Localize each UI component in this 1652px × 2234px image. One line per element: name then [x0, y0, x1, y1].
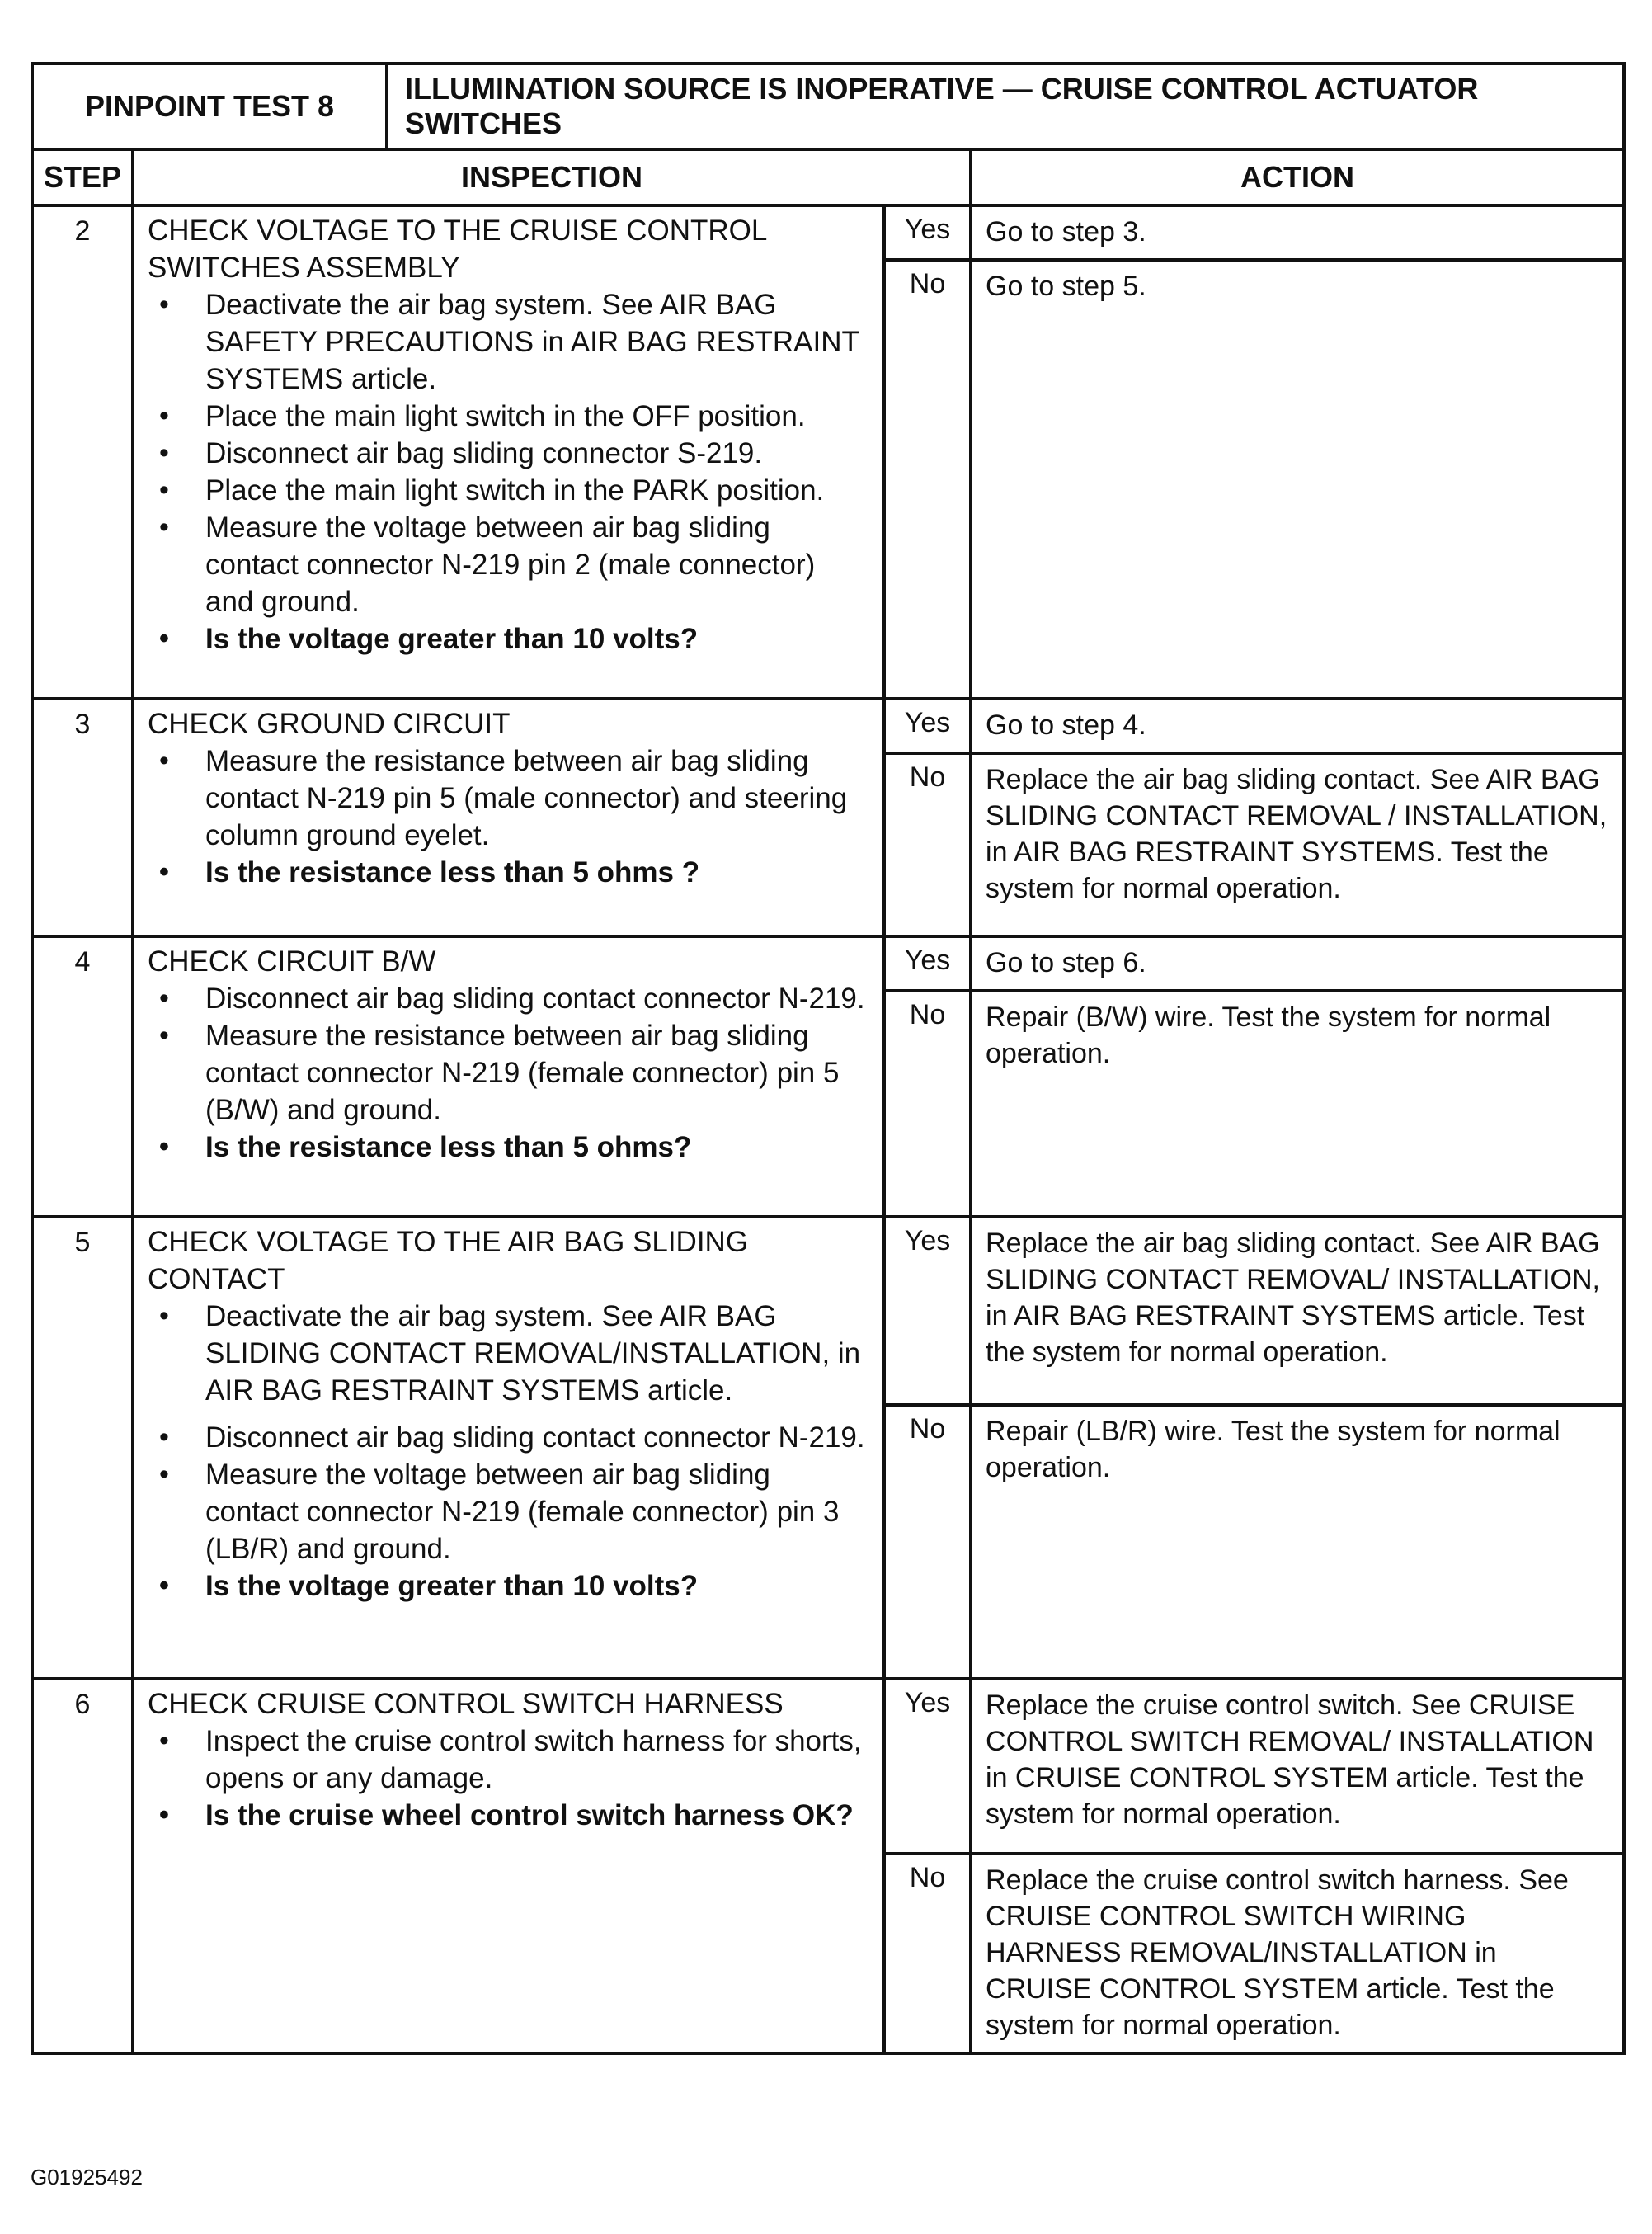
inspection-cell [133, 699, 884, 936]
column-header-row [32, 149, 1624, 205]
inspection-list [148, 1723, 869, 1834]
inspection-bullet: • Measure the resistance between air bag sliding contact connector N-219 (female connector) pin 5 (B/W) and ground. [148, 1017, 869, 1129]
inspection-question: • Is the cruise wheel control switch harness OK? [148, 1797, 869, 1834]
step-number: 6 [32, 1679, 133, 2053]
inspection-heading: CHECK CRUISE CONTROL SWITCH HARNESS [148, 1688, 784, 1720]
inspection-cell [133, 1217, 884, 1679]
inspection-cell [133, 1679, 884, 2053]
inspection-question: • Is the resistance less than 5 ohms ? [148, 854, 869, 891]
inspection-question: • Is the voltage greater than 10 volts? [148, 1567, 869, 1605]
step-number: 4 [32, 936, 133, 1217]
yes-action: Go to step 4. [971, 699, 1624, 753]
inspection-bullet: • Disconnect air bag sliding contact connector N-219. [148, 1419, 869, 1456]
step-row [32, 1217, 1624, 1405]
no-label: No [884, 753, 971, 936]
step-row [32, 699, 1624, 753]
inspection-question: • Is the resistance less than 5 ohms? [148, 1129, 869, 1166]
inspection-bullet: • Inspect the cruise control switch harness for shorts, opens or any damage. [148, 1723, 869, 1797]
inspection-bullet: • Disconnect air bag sliding contact connector N-219. [148, 980, 869, 1017]
inspection-question: • Is the voltage greater than 10 volts? [148, 620, 869, 657]
inspection-bullet: • Measure the voltage between air bag sliding contact connector N-219 pin 2 (male connector) and ground. [148, 509, 869, 620]
inspection-bullet: • Place the main light switch in the PARK position. [148, 472, 869, 509]
inspection-bullet: • Disconnect air bag sliding connector S-219. [148, 435, 869, 472]
figure-code: G01925492 [31, 2165, 143, 2189]
no-action: Replace the cruise control switch harness. See CRUISE CONTROL SWITCH WIRING HARNESS REMOVAL/INSTALLATION in CRUISE CONTROL SYSTEM article. Test the system for normal operation. [971, 1854, 1624, 2053]
inspection-list [148, 742, 869, 891]
inspection-heading: CHECK VOLTAGE TO THE CRUISE CONTROL SWITCHES ASSEMBLY [148, 214, 767, 284]
inspection-list [148, 980, 869, 1166]
test-label: PINPOINT TEST 8 [32, 64, 387, 149]
no-action: Replace the air bag sliding contact. See AIR BAG SLIDING CONTACT REMOVAL / INSTALLATION, in AIR BAG RESTRAINT SYSTEMS. Test the system for normal operation. [971, 753, 1624, 936]
inspection-column-header: INSPECTION [133, 149, 971, 205]
yes-label: Yes [884, 1217, 971, 1405]
pinpoint-test-table [31, 62, 1626, 2055]
inspection-list [148, 286, 869, 657]
inspection-heading: CHECK VOLTAGE TO THE AIR BAG SLIDING CONTACT [148, 1226, 749, 1295]
inspection-bullet: • Measure the voltage between air bag sliding contact connector N-219 (female connector) pin 3 (LB/R) and ground. [148, 1456, 869, 1567]
step-number: 3 [32, 699, 133, 936]
yes-action: Go to step 6. [971, 936, 1624, 991]
step-number: 2 [32, 205, 133, 699]
step-row [32, 936, 1624, 991]
inspection-cell [133, 205, 884, 699]
no-label: No [884, 991, 971, 1217]
step-row [32, 205, 1624, 260]
inspection-list [148, 1298, 869, 1605]
step-number: 5 [32, 1217, 133, 1679]
no-action: Go to step 5. [971, 260, 1624, 699]
yes-action: Replace the air bag sliding contact. See AIR BAG SLIDING CONTACT REMOVAL/ INSTALLATION, in AIR BAG RESTRAINT SYSTEMS article. Test the system for normal operation. [971, 1217, 1624, 1405]
no-label: No [884, 1854, 971, 2053]
no-label: No [884, 260, 971, 699]
inspection-cell [133, 936, 884, 1217]
yes-action: Replace the cruise control switch. See CRUISE CONTROL SWITCH REMOVAL/ INSTALLATION in CRUISE CONTROL SYSTEM article. Test the system for normal operation. [971, 1679, 1624, 1854]
no-action: Repair (B/W) wire. Test the system for normal operation. [971, 991, 1624, 1217]
inspection-heading: CHECK CIRCUIT B/W [148, 945, 436, 978]
action-column-header: ACTION [971, 149, 1624, 205]
test-title: ILLUMINATION SOURCE IS INOPERATIVE — CRUISE CONTROL ACTUATOR SWITCHES [387, 64, 1624, 149]
yes-label: Yes [884, 205, 971, 260]
inspection-bullet: • Measure the resistance between air bag sliding contact N-219 pin 5 (male connector) and steering column ground eyelet. [148, 742, 869, 854]
table-title-row [32, 64, 1624, 149]
no-action: Repair (LB/R) wire. Test the system for normal operation. [971, 1405, 1624, 1679]
inspection-heading: CHECK GROUND CIRCUIT [148, 708, 511, 740]
no-label: No [884, 1405, 971, 1679]
yes-action: Go to step 3. [971, 205, 1624, 260]
yes-label: Yes [884, 699, 971, 753]
inspection-bullet: • Place the main light switch in the OFF position. [148, 398, 869, 435]
inspection-bullet: • Deactivate the air bag system. See AIR BAG SLIDING CONTACT REMOVAL/INSTALLATION, in AIR BAG RESTRAINT SYSTEMS article. [148, 1298, 869, 1409]
step-row [32, 1679, 1624, 1854]
inspection-bullet: • Deactivate the air bag system. See AIR BAG SAFETY PRECAUTIONS in AIR BAG RESTRAINT SYSTEMS article. [148, 286, 869, 398]
step-column-header: STEP [32, 149, 133, 205]
yes-label: Yes [884, 936, 971, 991]
yes-label: Yes [884, 1679, 971, 1854]
